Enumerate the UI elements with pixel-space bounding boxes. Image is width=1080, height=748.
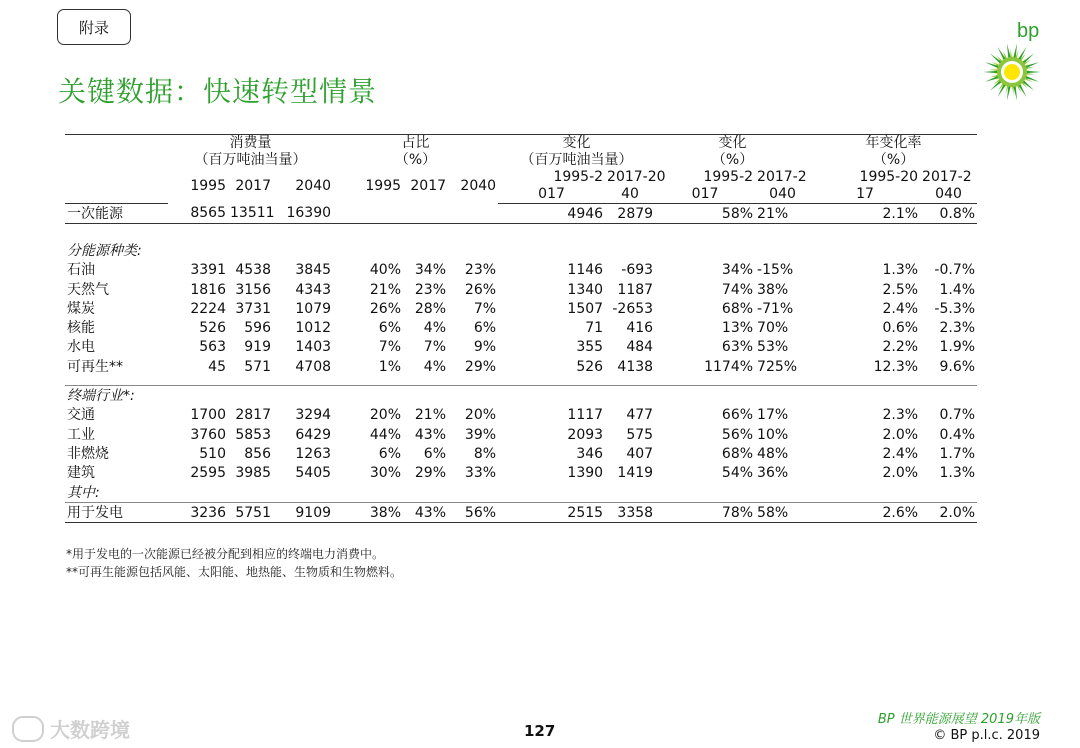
table-cell: 44% [369, 426, 402, 443]
table-cell: 1507 [567, 300, 604, 317]
table-row [65, 280, 977, 299]
table-cell: 416 [626, 320, 654, 337]
table-cell: 4% [423, 358, 447, 375]
header-period-cont: 040 [920, 186, 977, 204]
logo-ray [1022, 80, 1034, 91]
table-cell: 21% [369, 281, 402, 298]
watermark-icon [12, 716, 44, 742]
row-label: 交通 [67, 407, 95, 424]
section-header [65, 241, 977, 260]
table-cell: 1117 [567, 407, 604, 424]
table-cell: 355 [576, 339, 604, 356]
table-cell: 1.9% [939, 339, 976, 356]
table-cell: 56% [448, 503, 498, 523]
table-cell: 1.3% [882, 262, 919, 279]
row-label: 建筑 [67, 465, 95, 482]
header-share-unit: （%） [394, 152, 437, 168]
table-cell: 4% [423, 320, 447, 337]
row-label: 水电 [67, 339, 95, 356]
footnote: *用于发电的一次能源已经被分配到相应的终端电力消费中。 [66, 547, 385, 561]
table-cell: 2.0% [882, 426, 919, 443]
row-label: 煤炭 [67, 300, 95, 317]
table-cell: 571 [244, 358, 271, 375]
section-label: 终端行业*: [65, 386, 977, 406]
logo-ray [990, 80, 1002, 91]
table-cell: 13511 [228, 204, 273, 224]
table-cell: 2.3% [939, 320, 976, 337]
table-cell: 4343 [295, 281, 332, 298]
table-cell: 34% [414, 262, 447, 279]
table-cell: 54% [721, 465, 754, 482]
table-cell: 2093 [567, 426, 604, 443]
logo-ray [1013, 86, 1017, 101]
table-row [65, 406, 977, 425]
table-cell: 1% [378, 358, 402, 375]
table-cell: 3731 [235, 300, 271, 317]
table-cell: 526 [576, 358, 604, 375]
table-cell: 477 [626, 407, 654, 424]
section-header [65, 483, 977, 503]
logo-ray [990, 53, 1002, 64]
section-header [65, 386, 977, 406]
section-label: 分能源种类: [67, 242, 142, 259]
table-cell: 575 [626, 426, 654, 443]
row-label: 用于发电 [65, 503, 168, 523]
table-cell: 1174% [704, 358, 754, 375]
bp-logo-text: bp [1017, 20, 1040, 42]
table-cell: 2879 [605, 204, 655, 224]
table-row [65, 444, 977, 463]
table-row [65, 357, 977, 376]
table-cell: -2653 [612, 300, 654, 317]
watermark [12, 714, 130, 743]
table-cell: 9109 [273, 503, 333, 523]
table-cell: 526 [199, 320, 226, 337]
table-cell: 1390 [567, 465, 604, 482]
header-row-3 [65, 169, 977, 186]
table-cell: 2595 [190, 465, 226, 482]
table-cell: 3236 [168, 503, 228, 523]
table-cell: 2224 [190, 300, 226, 317]
table-cell: 1419 [617, 465, 654, 482]
table-cell: 26% [369, 300, 402, 317]
table-cell: 39% [464, 426, 497, 443]
table-cell: 12.3% [873, 358, 919, 375]
header-period: 2017-2 [757, 169, 807, 185]
header-year: 2040 [295, 177, 332, 194]
table-cell [333, 204, 403, 224]
header-share: 占比 [333, 135, 498, 153]
table-cell: 23% [464, 262, 497, 279]
header-period-cont: 040 [755, 186, 810, 204]
section-label: 其中: [67, 484, 100, 501]
table-cell: 2515 [498, 503, 605, 523]
table-cell: 6% [473, 320, 497, 337]
table-cell: -693 [621, 262, 654, 279]
table-cell: 510 [199, 445, 226, 462]
table-cell: 29% [464, 358, 497, 375]
footnotes [66, 545, 402, 581]
table-cell: 1.3% [939, 465, 976, 482]
footer-copyright: © BP p.l.c. 2019 [933, 728, 1040, 743]
table-cell: 20% [464, 407, 497, 424]
table-cell: 1816 [190, 281, 226, 298]
table-cell: 5751 [228, 503, 273, 523]
table-row [65, 299, 977, 318]
table-cell: 2817 [235, 407, 271, 424]
table-row [65, 338, 977, 357]
table-row [65, 425, 977, 444]
table-cell: 20% [369, 407, 402, 424]
table-cell: 1700 [190, 407, 226, 424]
table-cell: 6429 [295, 426, 332, 443]
table-row [65, 261, 977, 280]
row-label: 天然气 [67, 281, 109, 298]
table-cell: 7% [473, 300, 497, 317]
table-cell: 6% [423, 445, 447, 462]
table-cell: 5853 [235, 426, 271, 443]
table-cell: 28% [414, 300, 447, 317]
header-period: 2017-20 [607, 169, 666, 185]
table-cell: 0.7% [939, 407, 976, 424]
table-cell: 3760 [190, 426, 226, 443]
table-cell: 78% [655, 503, 755, 523]
table-cell: 58% [655, 204, 755, 224]
header-change-mtoe-unit: （百万吨油当量） [520, 152, 633, 168]
row-label: 核能 [67, 320, 95, 337]
table-cell: 6% [378, 445, 402, 462]
header-period-cont: 017 [498, 186, 605, 204]
appendix-tag: 附录 [57, 9, 131, 45]
table-cell: 3845 [295, 262, 332, 279]
logo-ray [1022, 53, 1034, 64]
header-year: 1995 [365, 177, 402, 194]
table-cell: 2.0% [882, 465, 919, 482]
table-cell: 68% [721, 300, 754, 317]
row-label: 工业 [67, 426, 95, 443]
header-period-cont: 017 [655, 186, 755, 204]
table-cell: 346 [576, 445, 604, 462]
row-label: 可再生** [67, 358, 123, 375]
table-cell: 7% [378, 339, 402, 356]
key-data-table [65, 134, 977, 523]
header-change-mtoe: 变化 [498, 135, 655, 153]
table-cell: -0.7% [934, 262, 976, 279]
table-cell: 6% [378, 320, 402, 337]
table-cell: 3391 [190, 262, 226, 279]
watermark-text: 大数跨境 [50, 718, 130, 742]
table-cell: 2.6% [810, 503, 920, 523]
table-cell: 1263 [295, 445, 332, 462]
table-cell: 7% [423, 339, 447, 356]
header-year: 2040 [460, 177, 497, 194]
table-cell: 919 [244, 339, 271, 356]
table-cell: 40% [369, 262, 402, 279]
table-cell: 38% [333, 503, 403, 523]
table-cell: 4708 [295, 358, 332, 375]
table-cell: 74% [721, 281, 754, 298]
table-cell: 3156 [235, 281, 271, 298]
table-cell: 4138 [617, 358, 654, 375]
row-label: 石油 [67, 262, 95, 279]
spacer-row [65, 224, 977, 242]
header-annual-rate: 年变化率 [810, 135, 977, 153]
table-cell: 45 [208, 358, 226, 375]
table-cell: 26% [464, 281, 497, 298]
table-cell: 856 [244, 445, 271, 462]
table-cell: 17% [757, 407, 789, 424]
table-cell: 33% [464, 465, 497, 482]
header-year: 1995 [190, 177, 226, 194]
spacer-row [65, 376, 977, 386]
table-row [65, 503, 977, 523]
table-cell: 58% [755, 503, 810, 523]
table-cell: 10% [757, 426, 789, 443]
table-cell: 21% [755, 204, 810, 224]
header-period-cont: 40 [605, 186, 655, 204]
table-cell: 0.6% [882, 320, 919, 337]
table-cell: 2.3% [882, 407, 919, 424]
row-label: 一次能源 [65, 204, 168, 224]
table-cell: 484 [626, 339, 654, 356]
header-consumption-unit: （百万吨油当量） [194, 152, 307, 168]
logo-ray [1026, 71, 1041, 74]
footer-report-title: BP 世界能源展望 2019年版 [877, 712, 1040, 727]
table-cell: 71 [585, 320, 604, 337]
table-cell: 2.4% [882, 300, 919, 317]
table-row [65, 204, 977, 224]
logo-ray [1007, 43, 1011, 58]
table-cell: 23% [414, 281, 447, 298]
table-cell: 563 [199, 339, 226, 356]
table-cell: -15% [757, 262, 794, 279]
table-cell: 1340 [567, 281, 604, 298]
header-change-pct-unit: （%） [711, 152, 754, 168]
header-period: 1995-2 [553, 169, 604, 185]
table-cell: 1012 [295, 320, 332, 337]
table-cell: 21% [414, 407, 447, 424]
table-cell: 30% [369, 465, 402, 482]
table-cell: 3358 [605, 503, 655, 523]
table-cell: 2.0% [920, 503, 977, 523]
table-cell: 16390 [273, 204, 333, 224]
table-cell: 2.4% [882, 445, 919, 462]
table-cell: 56% [721, 426, 754, 443]
bp-helios-logo-icon [982, 42, 1042, 102]
page-title: 关键数据：快速转型情景 [58, 75, 378, 108]
table-cell [403, 204, 448, 224]
header-period: 1995-20 [859, 169, 919, 185]
table-row [65, 318, 977, 337]
table-cell: 1079 [295, 300, 332, 317]
row-label: 非燃烧 [67, 445, 109, 462]
table-cell: 9.6% [939, 358, 976, 375]
table-cell: -71% [757, 300, 794, 317]
header-period-cont: 17 [810, 186, 920, 204]
table-cell: 43% [414, 426, 447, 443]
table-cell: 407 [626, 445, 654, 462]
table-cell: 1.4% [939, 281, 976, 298]
header-annual-rate-unit: （%） [872, 152, 915, 168]
table-cell: 4538 [235, 262, 271, 279]
header-period: 1995-2 [703, 169, 754, 185]
table-cell: -5.3% [934, 300, 976, 317]
table-cell: 66% [721, 407, 754, 424]
table-cell: 9% [473, 339, 497, 356]
table-cell: 596 [244, 320, 271, 337]
table-row [65, 464, 977, 483]
header-year: 2017 [410, 177, 447, 194]
table-cell: 5405 [295, 465, 332, 482]
table-cell: 43% [403, 503, 448, 523]
table-cell: 2.5% [882, 281, 919, 298]
table-cell: 63% [721, 339, 754, 356]
table-cell: 4946 [498, 204, 605, 224]
header-row-1 [65, 135, 977, 153]
table-cell: 1187 [617, 281, 654, 298]
table-cell: 3985 [235, 465, 271, 482]
table-cell: 13% [721, 320, 754, 337]
table-cell: 8565 [168, 204, 228, 224]
table-cell: 36% [757, 465, 789, 482]
table-cell: 0.8% [920, 204, 977, 224]
table-cell: 8% [473, 445, 497, 462]
table-cell: 34% [721, 262, 754, 279]
page-number: 127 [524, 722, 556, 740]
table-cell: 38% [757, 281, 789, 298]
header-change-pct: 变化 [655, 135, 810, 153]
table-cell: 1146 [567, 262, 604, 279]
table-cell: 70% [757, 320, 789, 337]
header-consumption: 消费量 [168, 135, 333, 153]
table-cell: 0.4% [939, 426, 976, 443]
table-cell [448, 204, 498, 224]
table-cell: 1403 [295, 339, 332, 356]
table-cell: 48% [757, 445, 789, 462]
table-cell: 1.7% [939, 445, 976, 462]
header-row-2 [65, 152, 977, 169]
table-cell: 2.1% [810, 204, 920, 224]
table-cell: 725% [757, 358, 798, 375]
header-year: 2017 [235, 177, 271, 194]
logo-ray [983, 71, 998, 74]
table-cell: 29% [414, 465, 447, 482]
footnote: **可再生能源包括风能、太阳能、地热能、生物质和生物燃料。 [66, 565, 403, 579]
table-cell: 68% [721, 445, 754, 462]
header-period: 2017-2 [922, 169, 972, 185]
table-cell: 53% [757, 339, 789, 356]
table-cell: 2.2% [882, 339, 919, 356]
table-cell: 3294 [295, 407, 332, 424]
